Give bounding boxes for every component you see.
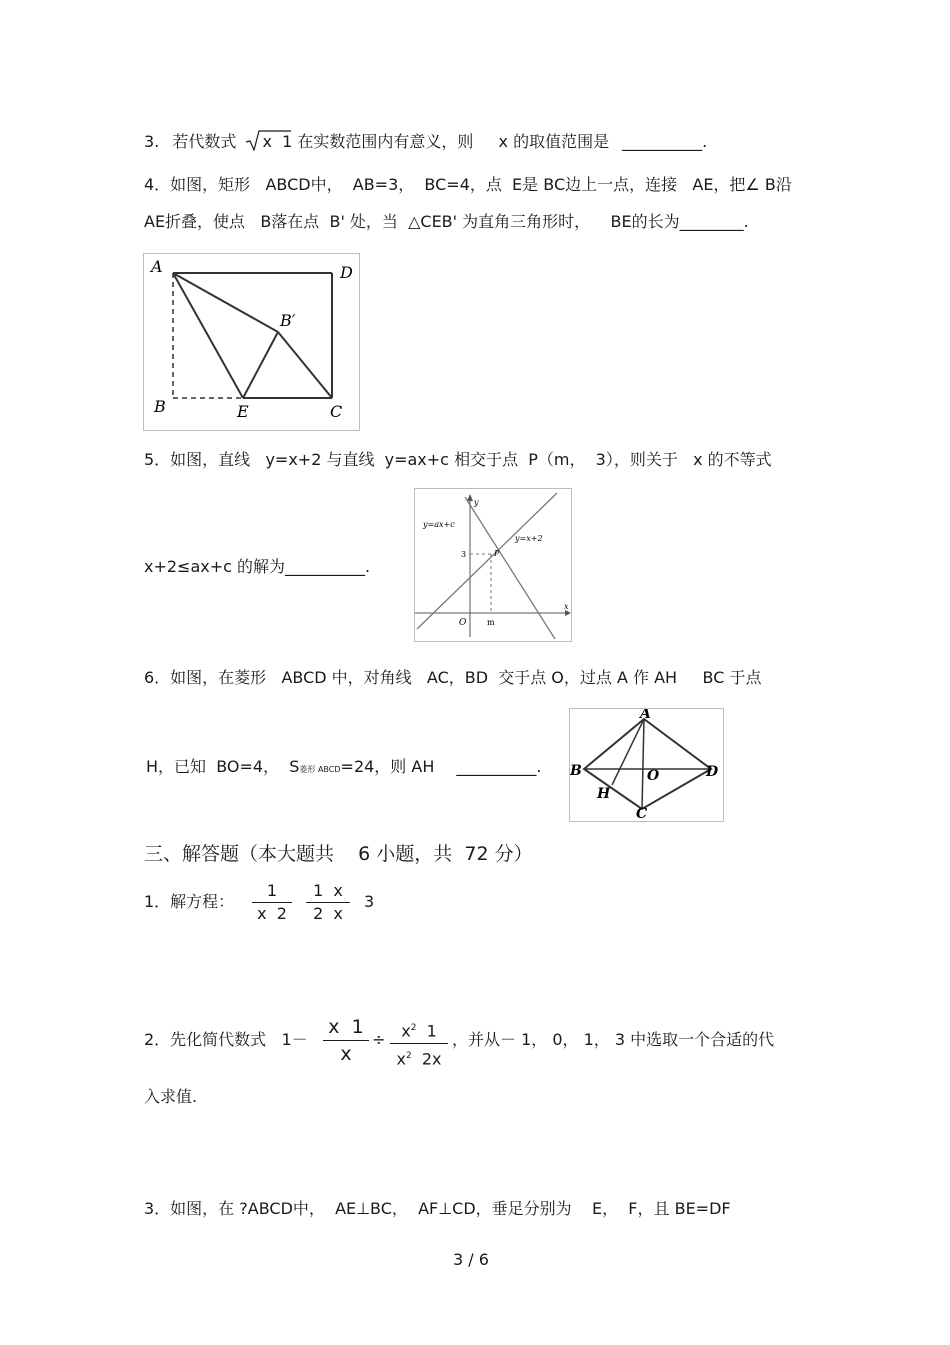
s1-fraction-2 — [306, 882, 350, 923]
q4-line2: AE折叠，使点 B落在点 B' 处，当 △CEB' 为直角三角形时， BE的长为________. — [144, 212, 749, 231]
q6-subscript: 菱形 ABCD — [299, 765, 341, 774]
label-e: E — [237, 402, 249, 421]
label-c: C — [636, 806, 648, 821]
s2-fraction-2 — [390, 1018, 448, 1070]
s2-f2-numerator — [390, 1018, 448, 1041]
label-x-plus-2: y=x+2 — [515, 534, 543, 543]
s3-line1: 3．如图，在 ?ABCD中， AE⊥BC， AF⊥CD，垂足分别为 E， F，且 BE=DF — [144, 1199, 731, 1218]
s1-rhs: 3 — [364, 892, 375, 911]
s1-f2-numerator: 1 x — [313, 881, 343, 900]
label-d: D — [706, 764, 719, 780]
label-c: C — [330, 402, 343, 421]
fraction-bar — [306, 902, 350, 903]
label-origin: O — [459, 618, 467, 628]
s2-f2-den-exp: 2 — [405, 1051, 412, 1062]
q5-line1: 5．如图，直线 y=x+2 与直线 y=ax+c 相交于点 P（m， 3），则关于 x 的不等式 — [144, 450, 772, 469]
s1-f1-numerator: 1 — [266, 881, 278, 900]
fraction-bar — [323, 1040, 369, 1041]
q3-line — [144, 134, 707, 150]
page-number: 3 / 6 — [453, 1250, 489, 1269]
sqrt-expression — [247, 134, 292, 150]
s2-fraction-1 — [323, 1016, 369, 1065]
line-intersection-graph — [415, 489, 571, 641]
s1-number: 1．解方程： — [144, 892, 235, 911]
label-y-axis: y — [474, 498, 479, 507]
q3-mid: 在实数范围内有意义，则 — [297, 132, 474, 151]
q3-variable: x — [498, 132, 508, 151]
fraction-bar — [252, 902, 292, 903]
q6-figure — [569, 708, 724, 822]
s2-f2-denominator — [390, 1046, 448, 1069]
s2-suffix: ，并从－ 1， 0， 1， 3 中选取一个合适的代 — [452, 1030, 775, 1049]
label-a: A — [151, 257, 163, 276]
diagonal-ac — [642, 719, 644, 809]
q5-line2: x+2≤ax+c 的解为__________. — [144, 557, 371, 576]
label-tick-3: 3 — [461, 550, 467, 559]
label-o: O — [647, 768, 660, 784]
label-ax-plus-c: y=ax+c — [423, 520, 455, 529]
s2-f2-den-base: x — [396, 1049, 406, 1069]
rectangle-fold-diagram — [144, 254, 359, 430]
s2-f2-num-base: x — [401, 1021, 411, 1041]
line-y-ax-plus-c — [465, 497, 555, 639]
y-axis-arrow-icon — [467, 494, 473, 501]
q6-blank: __________. — [456, 757, 542, 776]
s2-f2-num-exp: 2 — [410, 1023, 417, 1033]
q3-radicand: x 1 — [262, 132, 293, 151]
section-title: 三、解答题（本大题共 6 小题，共 72 分） — [144, 843, 533, 865]
s2-f1-numerator: x 1 — [328, 1016, 364, 1038]
q6-line2 — [146, 759, 541, 775]
label-b-prime: B′ — [280, 311, 296, 330]
s1-fraction-1 — [252, 882, 292, 923]
q4-figure — [143, 253, 360, 431]
label-h: H — [597, 786, 611, 802]
q3-blank: __________ — [622, 132, 703, 151]
q5-figure — [414, 488, 572, 642]
radical-sign-icon — [245, 129, 291, 151]
segment-ah — [612, 719, 644, 785]
s2-line2: 入求值. — [144, 1087, 198, 1106]
q3-number: 3. — [144, 132, 160, 151]
q3-period: . — [702, 132, 708, 151]
s2-prefix: 2．先化简代数式 1－ — [144, 1030, 308, 1049]
segment-b1e — [243, 332, 278, 398]
s1-f2-denominator: 2 x — [313, 904, 343, 923]
segment-b1c — [278, 332, 332, 398]
q4-line1: 4．如图，矩形 ABCD中， AB=3， BC=4，点 E是 BC边上一点，连接 AE，把∠ B沿 — [144, 175, 792, 194]
s2-f2-num-rest: 1 — [416, 1021, 437, 1041]
label-a: A — [640, 709, 651, 722]
s2-f2-den-rest: 2x — [411, 1049, 442, 1069]
label-x-axis: x — [564, 602, 569, 611]
label-b: B — [154, 397, 166, 416]
s2-divide-sign: ÷ — [372, 1030, 386, 1049]
q3-suffix: 的取值范围是 — [513, 132, 610, 151]
s2-f1-denominator: x — [340, 1043, 352, 1065]
label-point-p: P — [494, 549, 500, 558]
rhombus-diagram — [570, 709, 723, 821]
label-d: D — [340, 263, 353, 282]
fraction-bar — [390, 1043, 448, 1044]
q6-line2-end: =24，则 AH — [340, 757, 435, 776]
label-b: B — [570, 763, 582, 779]
q3-prefix: 若代数式 — [172, 132, 237, 151]
q6-line1: 6．如图，在菱形 ABCD 中，对角线 AC，BD 交于点 O，过点 A 作 AH BC 于点 — [144, 668, 762, 687]
q6-line2-start: H，已知 BO=4， S — [146, 757, 300, 776]
label-tick-m: m — [487, 618, 495, 627]
s1-f1-denominator: x 2 — [257, 904, 287, 923]
